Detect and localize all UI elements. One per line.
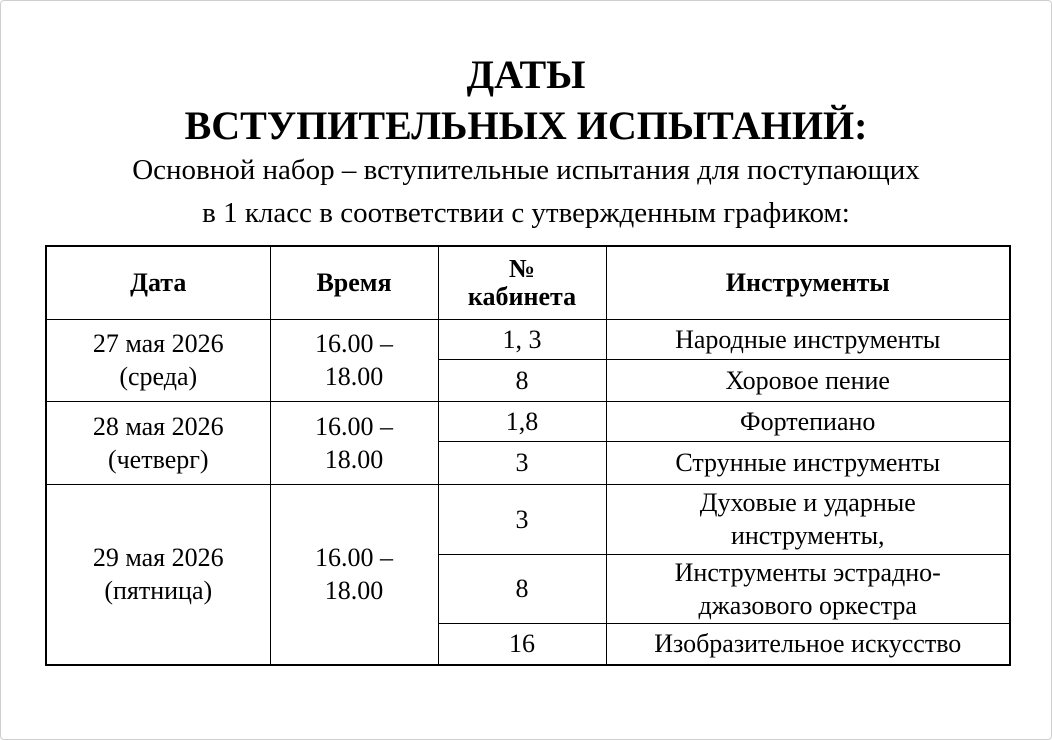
room-cell: 1,8 (438, 401, 606, 441)
subtitle-line-2: в 1 класс в соответствии с утвержденным графиком: (202, 197, 850, 229)
date-cell (46, 484, 270, 665)
instrument-cell: Струнные инструменты (606, 441, 1010, 484)
instrument-line-1: Духовые и ударные (699, 488, 916, 517)
instrument-cell: Изобразительное искусство (606, 623, 1010, 665)
time-cell (270, 484, 438, 665)
date-line-2: (пятница) (104, 576, 213, 606)
room-cell: 3 (438, 484, 606, 554)
date-line-2: (среда) (119, 362, 198, 391)
date-line-1: 27 мая 2026 (92, 329, 224, 358)
time-line-1: 16.00 – (315, 411, 393, 441)
header-room (438, 246, 606, 319)
page-title-line-2: ВСТУПИТЕЛЬНЫХ ИСПЫТАНИЙ: (184, 103, 868, 148)
table-row (46, 319, 1010, 359)
room-cell: 1, 3 (438, 319, 606, 359)
time-line-2: 18.00 (324, 444, 384, 474)
time-line-2: 18.00 (324, 362, 384, 391)
page-title-line-1: ДАТЫ (466, 52, 586, 97)
time-line-1: 16.00 – (315, 329, 393, 358)
instrument-cell (606, 484, 1010, 554)
instrument-cell: Народные инструменты (606, 319, 1010, 359)
time-line-1: 16.00 – (315, 543, 393, 573)
room-cell: 3 (438, 441, 606, 484)
room-cell: 8 (438, 359, 606, 401)
room-cell: 16 (438, 623, 606, 665)
date-line-1: 29 мая 2026 (92, 543, 224, 573)
header-date: Дата (46, 246, 270, 319)
table-row (46, 484, 1010, 554)
instrument-cell: Фортепиано (606, 401, 1010, 441)
date-line-2: (четверг) (107, 444, 209, 474)
time-cell (270, 319, 438, 401)
instrument-line-1: Инструменты эстрадно- (674, 557, 941, 587)
room-cell: 8 (438, 554, 606, 623)
date-cell (46, 319, 270, 401)
exam-schedule-table (45, 245, 1011, 666)
header-instruments: Инструменты (606, 246, 1010, 319)
table-header-row (46, 246, 1010, 319)
header-room-line-2: кабинета (467, 281, 577, 311)
header-time: Время (270, 246, 438, 319)
header-room-line-1: № (508, 253, 536, 283)
instrument-line-2: джазового оркестра (698, 590, 917, 620)
time-cell (270, 401, 438, 484)
instrument-cell (606, 554, 1010, 623)
date-cell (46, 401, 270, 484)
table-row (46, 401, 1010, 441)
subtitle-line-1: Основной набор – вступительные испытания для поступающих (132, 154, 920, 186)
time-line-2: 18.00 (324, 576, 384, 606)
instrument-cell: Хоровое пение (606, 359, 1010, 401)
date-line-1: 28 мая 2026 (92, 411, 224, 441)
instrument-line-2: инструменты, (730, 521, 885, 550)
